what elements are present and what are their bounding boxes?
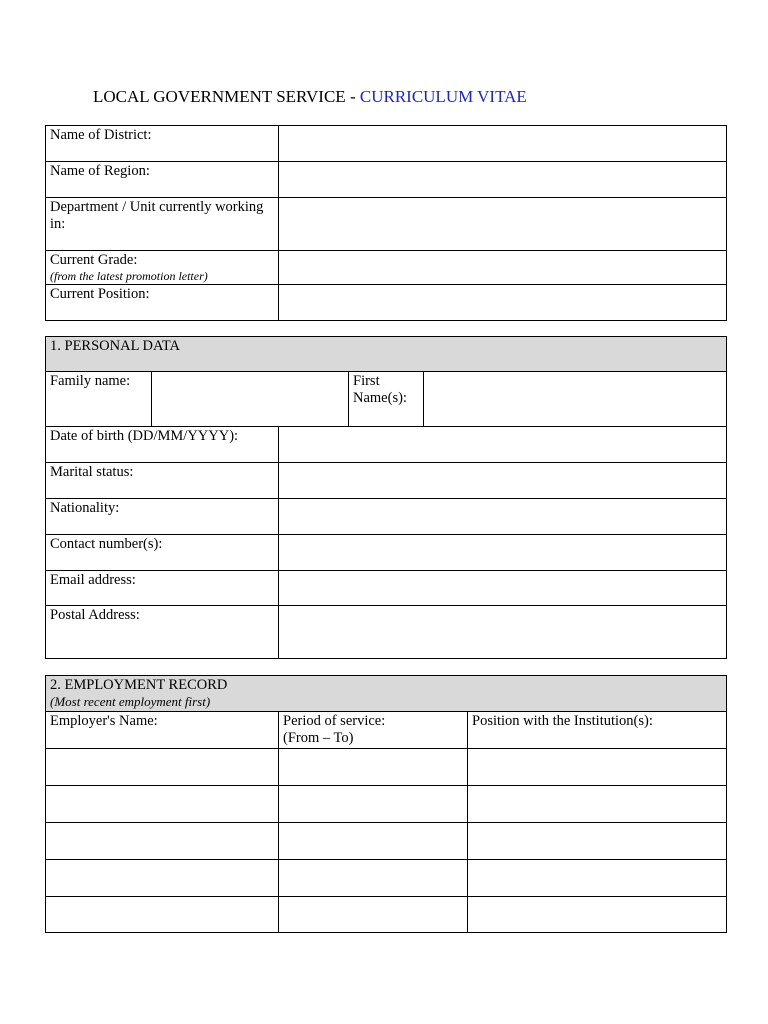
postal-address-label: Postal Address: (46, 606, 279, 659)
family-name-field[interactable] (152, 372, 349, 427)
first-name-field[interactable] (424, 372, 727, 427)
name-row (46, 372, 727, 427)
personal-data-table (45, 336, 727, 659)
grade-note: (from the latest promotion letter) (50, 269, 208, 283)
period-label: Period of service: (283, 713, 386, 729)
position-cell[interactable] (468, 786, 727, 823)
employer-name-cell[interactable] (46, 860, 279, 897)
page-title (93, 87, 527, 107)
position-label: Current Position: (46, 285, 279, 321)
grade-row (46, 251, 727, 285)
period-cell[interactable] (279, 860, 468, 897)
postal-address-field[interactable] (279, 606, 727, 659)
contact-number-field[interactable] (279, 535, 727, 571)
period-cell[interactable] (279, 897, 468, 933)
table-row (46, 897, 727, 933)
email-field[interactable] (279, 571, 727, 606)
position-row (46, 285, 727, 321)
title-accent: CURRICULUM VITAE (359, 87, 527, 106)
employment-column-headers (46, 712, 727, 749)
grade-field[interactable] (279, 251, 727, 285)
employer-name-cell[interactable] (46, 786, 279, 823)
period-cell[interactable] (279, 823, 468, 860)
marital-status-field[interactable] (279, 463, 727, 499)
col-period-of-service (279, 712, 468, 749)
dob-field[interactable] (279, 427, 727, 463)
district-field[interactable] (279, 126, 727, 162)
position-cell[interactable] (468, 749, 727, 786)
nationality-label: Nationality: (46, 499, 279, 535)
period-cell[interactable] (279, 749, 468, 786)
employment-heading: 2. EMPLOYMENT RECORD (50, 677, 228, 693)
email-label: Email address: (46, 571, 279, 606)
employment-record-table (45, 675, 727, 933)
table-row (46, 823, 727, 860)
employer-name-cell[interactable] (46, 897, 279, 933)
position-cell[interactable] (468, 823, 727, 860)
contact-number-label: Contact number(s): (46, 535, 279, 571)
region-field[interactable] (279, 162, 727, 198)
department-label: Department / Unit currently working in: (46, 198, 279, 251)
marital-status-label: Marital status: (46, 463, 279, 499)
employer-name-cell[interactable] (46, 749, 279, 786)
district-row (46, 126, 727, 162)
department-row (46, 198, 727, 251)
period-sublabel: (From – To) (283, 730, 354, 746)
personal-data-heading: 1. PERSONAL DATA (46, 337, 727, 372)
position-field[interactable] (279, 285, 727, 321)
position-cell[interactable] (468, 897, 727, 933)
table-row (46, 786, 727, 823)
title-prefix: LOCAL GOVERNMENT SERVICE - (93, 87, 360, 106)
dob-label: Date of birth (DD/MM/YYYY): (46, 427, 279, 463)
grade-cell (46, 251, 279, 285)
family-name-label: Family name: (46, 372, 152, 427)
employment-note: (Most recent employment first) (50, 694, 211, 709)
district-label: Name of District: (46, 126, 279, 162)
period-cell[interactable] (279, 786, 468, 823)
grade-label: Current Grade: (50, 252, 138, 268)
first-name-label: First Name(s): (349, 372, 424, 427)
region-row (46, 162, 727, 198)
employer-name-cell[interactable] (46, 823, 279, 860)
col-position: Position with the Institution(s): (468, 712, 727, 749)
department-field[interactable] (279, 198, 727, 251)
employment-heading-cell (46, 676, 727, 712)
admin-info-table (45, 125, 727, 321)
position-cell[interactable] (468, 860, 727, 897)
nationality-field[interactable] (279, 499, 727, 535)
col-employer-name: Employer's Name: (46, 712, 279, 749)
table-row (46, 860, 727, 897)
region-label: Name of Region: (46, 162, 279, 198)
table-row (46, 749, 727, 786)
